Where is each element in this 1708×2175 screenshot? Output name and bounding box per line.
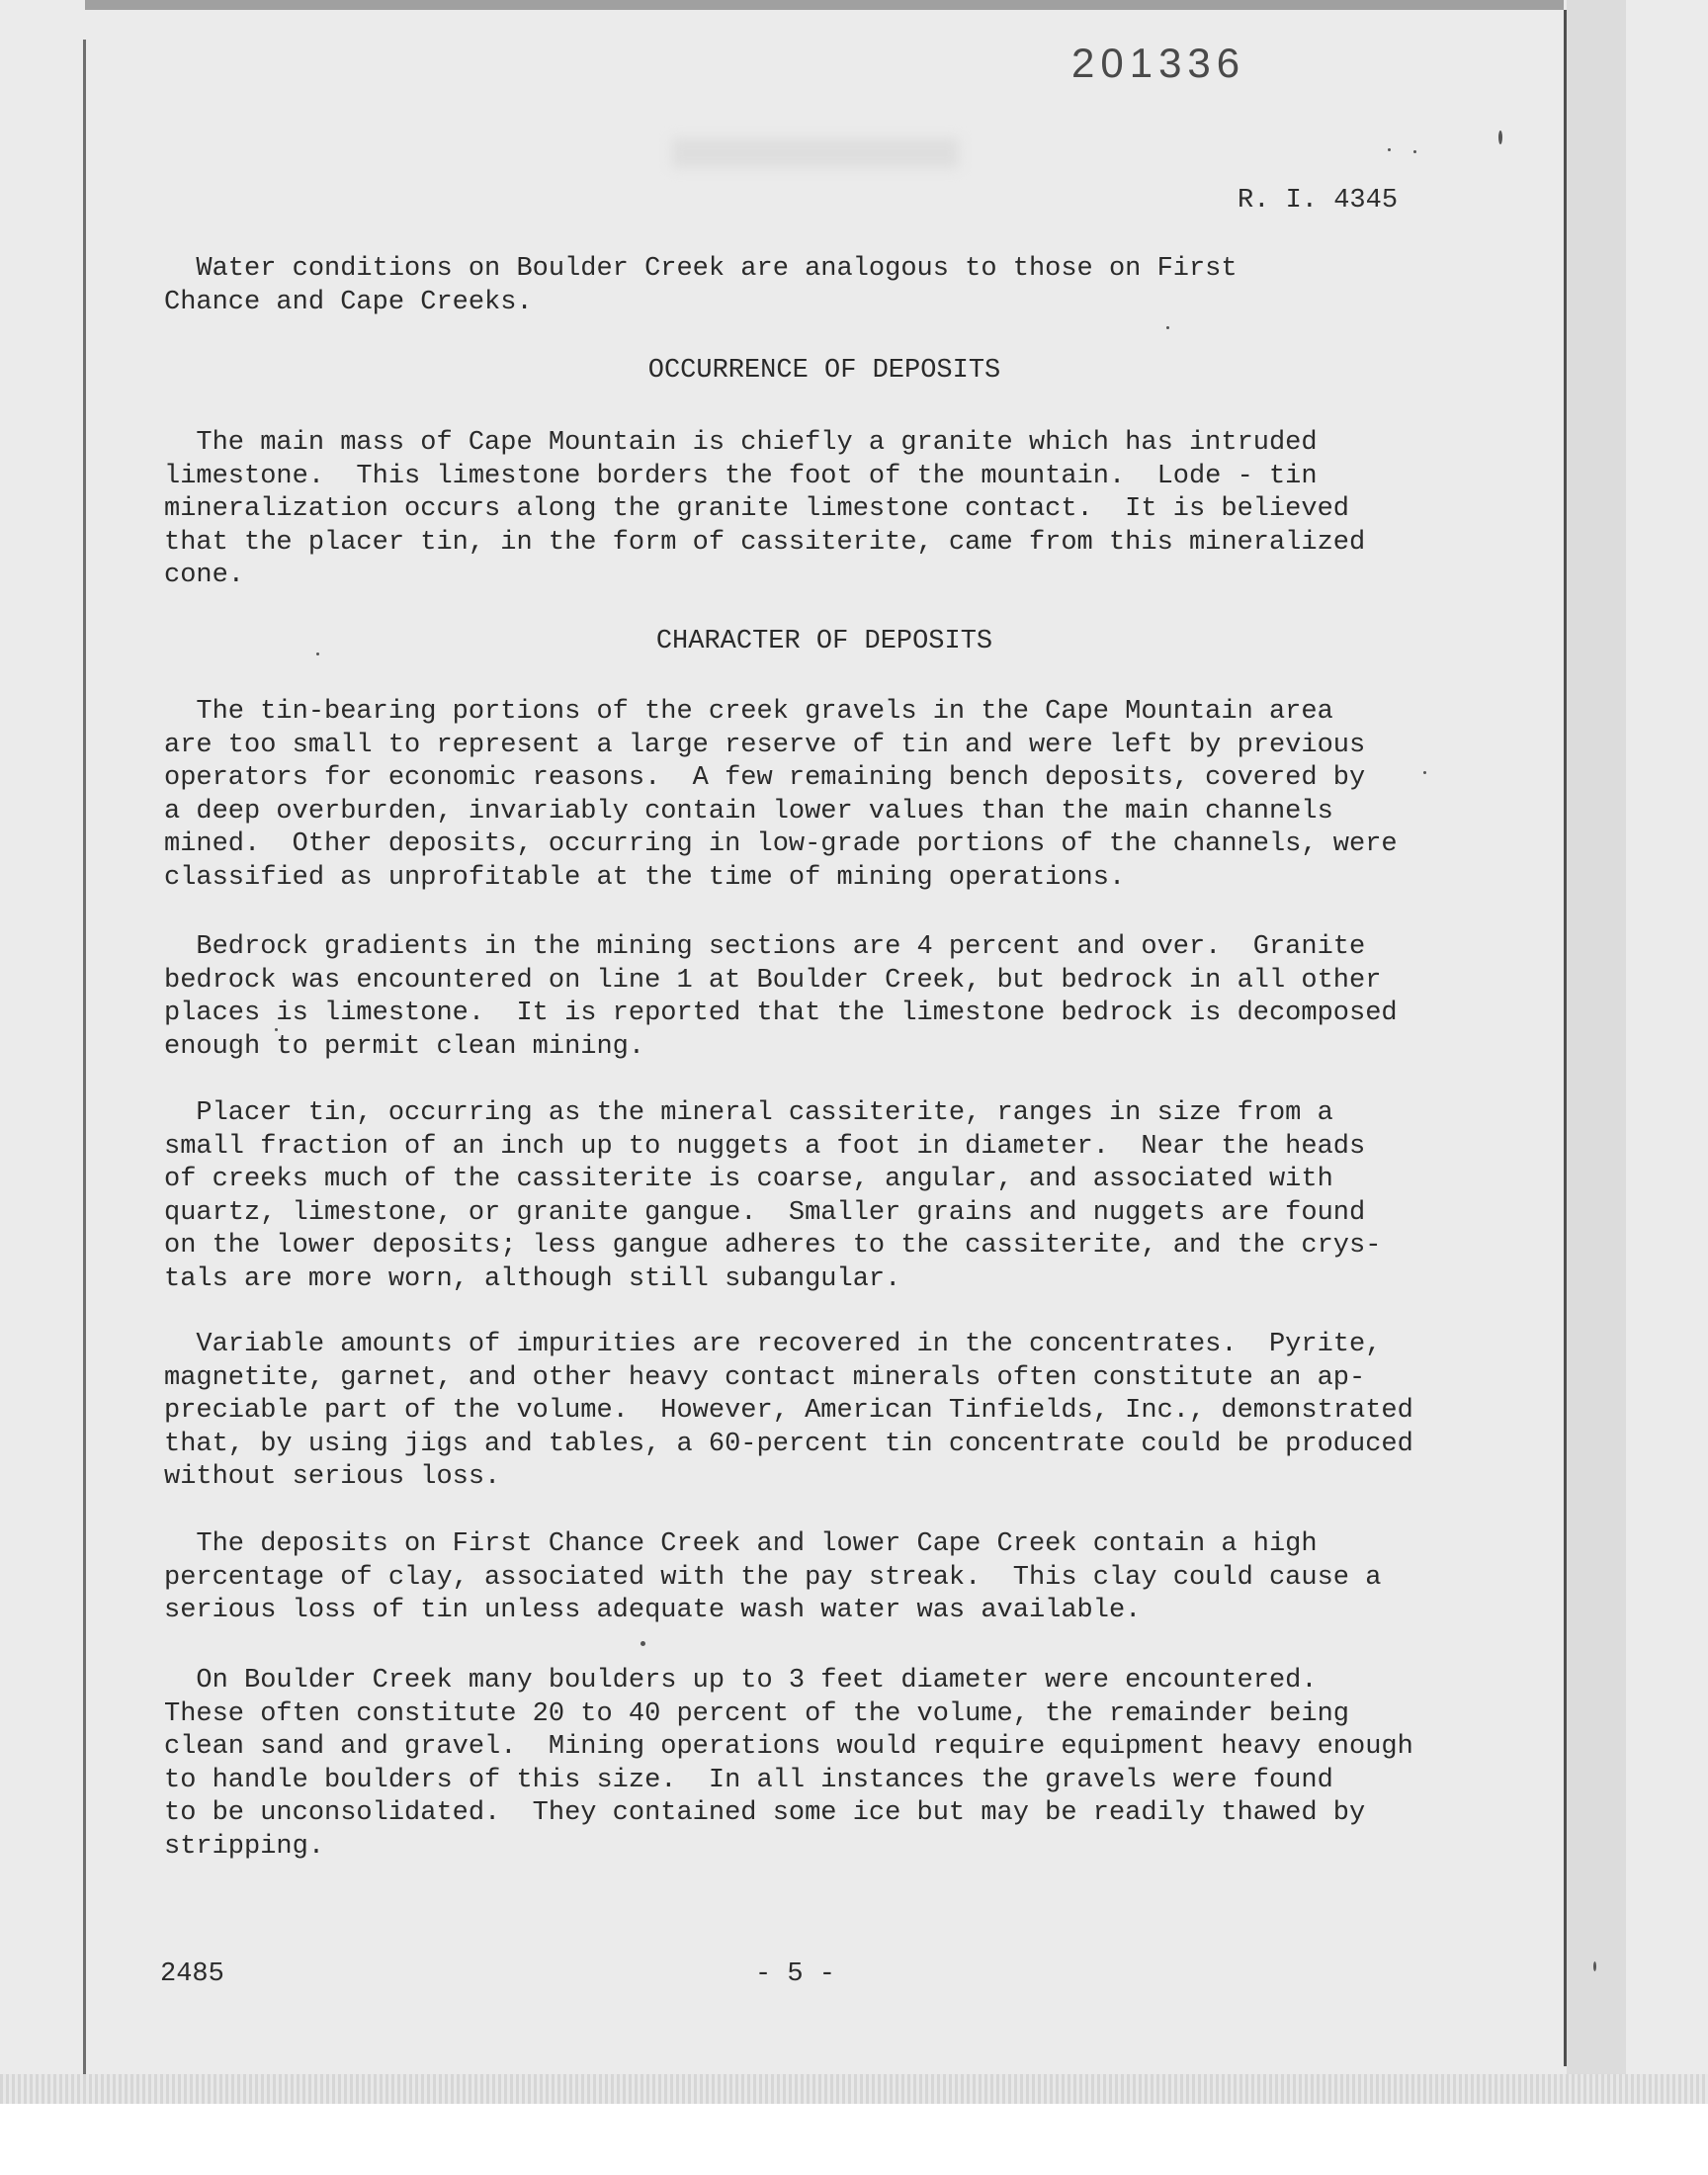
- heading-occurrence: OCCURRENCE OF DEPOSITS: [647, 356, 1001, 386]
- scan-speck: [1388, 148, 1391, 151]
- scan-speck: [1498, 130, 1502, 144]
- paragraph-boulders: On Boulder Creek many boulders up to 3 feet diameter were encountered. These often constitute 20 to 40 percent of the volume, the remainder being clean sand and gravel. Mining operations would require equipment heavy enough to handle boulders of this size. In all instances the gravels were found to be unconsolidated. They contained some ice but may be readily thawed by stripping.: [164, 1666, 1413, 1862]
- scan-speck: [275, 1028, 278, 1031]
- report-reference: R. I. 4345: [1238, 186, 1399, 216]
- scan-speck: [316, 652, 319, 655]
- page-left-border: [83, 40, 86, 2086]
- paragraph-character-1: The tin-bearing portions of the creek gravels in the Cape Mountain area are too small to represent a large reserve of tin and were left by previous operators for economic reasons. A few remaining bench deposits, covered by a deep overburden, invariably contain lower values than the main channels mined. Other deposits, occurring in low-grade portions of the channels, were classified as unprofitable at the time of mining operations.: [164, 697, 1398, 893]
- stamp-number: 201336: [1071, 40, 1246, 86]
- page-right-margin: [1567, 0, 1626, 2104]
- scan-speck: [640, 1641, 645, 1646]
- scan-speck: [1593, 1961, 1596, 1971]
- paragraph-water-conditions: Water conditions on Boulder Creek are analogous to those on First Chance and Cape Creeks.: [164, 254, 1238, 317]
- paragraph-impurities: Variable amounts of impurities are recovered in the concentrates. Pyrite, magnetite, garnet, and other heavy contact minerals often constitute an ap- preciable part of the volume. However, American Tinfields, Inc., demonstrated that, by using jigs and tables, a 60-percent tin concentrate could be produced without serious loss.: [164, 1330, 1413, 1492]
- scan-speck: [1166, 326, 1169, 329]
- paragraph-clay: The deposits on First Chance Creek and lower Cape Creek contain a high percentage of clay, associated with the pay streak. This clay could cause a serious loss of tin unless adequate wash water was available.: [164, 1529, 1382, 1625]
- page-bottom-edge: [0, 2074, 1708, 2104]
- page-right-border: [1564, 10, 1567, 2066]
- footer-serial: 2485: [160, 1959, 224, 1989]
- bleed-through-mark: [672, 138, 959, 168]
- page-number: - 5 -: [755, 1959, 836, 1989]
- scan-speck: [1413, 150, 1416, 153]
- page-top-edge: [85, 0, 1564, 10]
- heading-character: CHARACTER OF DEPOSITS: [655, 627, 993, 656]
- paragraph-bedrock: Bedrock gradients in the mining sections are 4 percent and over. Granite bedrock was encountered on line 1 at Boulder Creek, but bedrock in all other places is limestone. It is reported that the limestone bedrock is decomposed enough to permit clean mining.: [164, 932, 1398, 1062]
- scan-speck: [1423, 771, 1426, 774]
- paragraph-placer-tin: Placer tin, occurring as the mineral cassiterite, ranges in size from a small fraction of an inch up to nuggets a foot in diameter. Near the heads of creeks much of the cassiterite is coarse, angular, and associated with quartz, limestone, or granite gangue. Smaller grains and nuggets are found on the lower deposits; less gangue adheres to the cassiterite, and the crys- tals are more worn, although still subangular.: [164, 1098, 1382, 1294]
- paragraph-occurrence: The main mass of Cape Mountain is chiefly a granite which has intruded limestone. This limestone borders the foot of the mountain. Lode - tin mineralization occurs along the granite limestone contact. It is believed that the placer tin, in the form of cassiterite, came from this mineralized cone.: [164, 428, 1366, 590]
